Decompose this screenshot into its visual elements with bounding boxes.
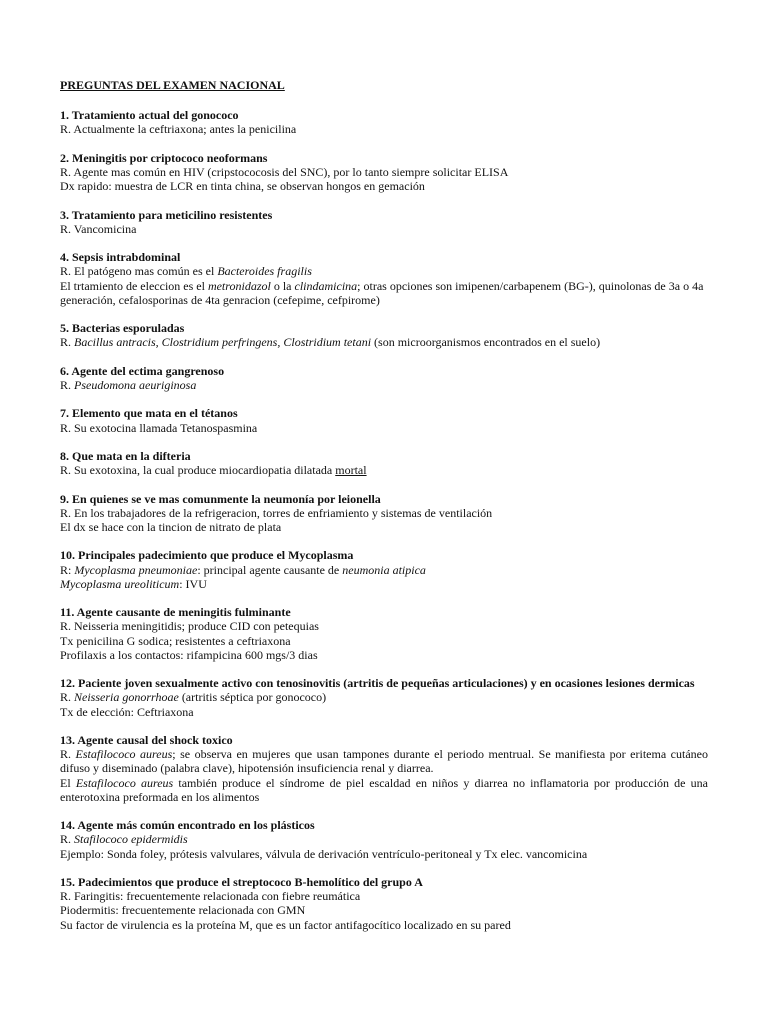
- italic-term: Neisseria gonorrhoae: [74, 690, 179, 705]
- answer-line: [60, 619, 708, 633]
- answer-line: [60, 421, 708, 435]
- italic-term: Estafilococo aureus: [75, 747, 173, 762]
- question-item: [60, 733, 708, 804]
- question-title: 3. Tratamiento para meticilino resistentes: [60, 207, 273, 222]
- answer-line: [60, 903, 708, 917]
- answer-text: R. Su exotoxina, la cual produce miocardiopatia dilatada: [60, 463, 336, 478]
- answer-text: R. El patógeno mas común es el: [60, 264, 218, 279]
- question-item: [60, 492, 708, 535]
- question-item: [60, 151, 708, 194]
- answer-line: [60, 690, 708, 704]
- question-title: 2. Meningitis por criptococo neoformans: [60, 150, 268, 165]
- question-title: 14. Agente más común encontrado en los plásticos: [60, 818, 315, 833]
- answer-text: R.: [60, 690, 75, 705]
- underlined-text: mortal: [335, 463, 367, 478]
- answer-line: [60, 648, 708, 662]
- answer-text: R. Faringitis: frecuentemente relacionada con fiebre reumática: [60, 889, 361, 904]
- answer-text: R. Actualmente la ceftriaxona; antes la penicilina: [60, 122, 297, 137]
- answer-text: Dx rapido: muestra de LCR en tinta china, se observan hongos en gemación: [60, 179, 425, 194]
- question-item: [60, 321, 708, 349]
- answer-text: El dx se hace con la tincion de nitrato de plata: [60, 519, 282, 534]
- question-title: 7. Elemento que mata en el tétanos: [60, 406, 238, 421]
- question-list: [60, 108, 708, 932]
- answer-text: también produce el síndrome de piel escaldad en niños y diarrea no inflamatoria por producción de una enterotoxina preformada en los alimentos: [60, 775, 708, 804]
- answer-text: R.: [60, 747, 76, 762]
- question-title: 12. Paciente joven sexualmente activo con tenosinovitis (artritis de pequeñas articulaciones) y en ocasiones lesiones dermicas: [60, 676, 695, 691]
- answer-text: Ejemplo: Sonda foley, prótesis valvulares, válvula de derivación ventrículo-peritoneal y Tx elec. vancomicina: [60, 846, 588, 861]
- answer-text: El: [60, 775, 76, 790]
- question-title: 5. Bacterias esporuladas: [60, 321, 185, 336]
- question-title: 8. Que mata en la difteria: [60, 448, 191, 463]
- question-title: 11. Agente causante de meningitis fulminante: [60, 605, 291, 620]
- question-item: [60, 818, 708, 861]
- question-title: 13. Agente causal del shock toxico: [60, 732, 233, 747]
- question-item: [60, 875, 708, 932]
- answer-text: R.: [60, 335, 75, 350]
- answer-text: El trtamiento de eleccion es el: [60, 278, 208, 293]
- answer-text: ; se observa en mujeres que usan tampones durante el periodo mentrual. Se manifiesta por eritema cutáneo difuso y diseminado (palabra clave), hipotensión insuficiencia renal y diarrea.: [60, 747, 708, 776]
- answer-line: [60, 335, 708, 349]
- answer-text: R. Vancomicina: [60, 221, 137, 236]
- italic-term: Stafilococo epidermidis: [74, 832, 188, 847]
- answer-text: R. En los trabajadores de la refrigeracion, torres de enfriamiento y sistemas de ventilación: [60, 505, 493, 520]
- question-title: 6. Agente del ectima gangrenoso: [60, 363, 225, 378]
- answer-text: o la: [270, 278, 295, 293]
- italic-term: metronidazol: [207, 278, 271, 293]
- question-item: [60, 108, 708, 136]
- answer-line: [60, 463, 708, 477]
- answer-line: [60, 179, 708, 193]
- answer-text: Tx de elección: Ceftriaxona: [60, 704, 194, 719]
- italic-term: neumonia atipica: [342, 562, 426, 577]
- answer-line: [60, 832, 708, 846]
- question-item: [60, 548, 708, 591]
- question-item: [60, 676, 708, 719]
- answer-line: [60, 506, 708, 520]
- question-item: [60, 250, 708, 307]
- answer-text: R. Su exotocina llamada Tetanospasmina: [60, 420, 258, 435]
- answer-line: [60, 563, 708, 577]
- italic-term: Estafilococo aureus: [75, 775, 174, 790]
- question-item: [60, 208, 708, 236]
- question-title: 15. Padecimientos que produce el streptococo B-hemolítico del grupo A: [60, 874, 423, 889]
- answer-line: [60, 889, 708, 903]
- italic-term: Mycoplasma pneumoniae: [74, 562, 198, 577]
- question-title: 1. Tratamiento actual del gonococo: [60, 108, 239, 123]
- answer-line: [60, 165, 708, 179]
- answer-text: R. Neisseria meningitidis; produce CID con petequias: [60, 619, 319, 634]
- italic-term: Bacillus antracis, Clostridium perfringens, Clostridium tetani: [74, 335, 372, 350]
- question-item: [60, 364, 708, 392]
- answer-line: [60, 747, 708, 775]
- answer-text: (artritis séptica por gonococo): [178, 690, 327, 705]
- answer-line: [60, 279, 708, 307]
- answer-text: ; otras opciones son imipenen/carbapenem (BG-), quinolonas de 3a o 4a generación, cefalosporinas de 4ta genracion (cefepime, cefpirome): [60, 278, 704, 307]
- answer-text: Profilaxis a los contactos: rifampicina 600 mgs/3 dias: [60, 647, 318, 662]
- answer-line: [60, 705, 708, 719]
- answer-text: Tx penicilina G sodica; resistentes a ceftriaxona: [60, 633, 291, 648]
- document-title: PREGUNTAS DEL EXAMEN NACIONAL: [60, 78, 285, 92]
- question-item: [60, 605, 708, 662]
- question-title: 9. En quienes se ve mas comunmente la neumonía por leionella: [60, 491, 381, 506]
- answer-text: (son microorganismos encontrados en el suelo): [371, 335, 601, 350]
- answer-line: [60, 577, 708, 591]
- answer-line: [60, 122, 708, 136]
- question-title: 10. Principales padecimiento que produce el Mycoplasma: [60, 548, 354, 563]
- italic-term: clindamicina: [294, 278, 358, 293]
- answer-line: [60, 634, 708, 648]
- document-page: [60, 78, 708, 946]
- answer-text: Piodermitis: frecuentemente relacionada con GMN: [60, 903, 306, 918]
- answer-line: [60, 847, 708, 861]
- question-item: [60, 449, 708, 477]
- answer-text: : IVU: [179, 576, 207, 591]
- answer-line: [60, 222, 708, 236]
- italic-term: Bacteroides fragilis: [217, 264, 312, 279]
- answer-text: R.: [60, 832, 75, 847]
- answer-text: Su factor de virulencia es la proteína M, que es un factor antifagocítico localizado en su pared: [60, 917, 511, 932]
- italic-term: Mycoplasma ureoliticum: [60, 576, 180, 591]
- answer-text: R. Agente mas común en HIV (cripstococosis del SNC), por lo tanto siempre solicitar ELISA: [60, 165, 509, 179]
- question-item: [60, 406, 708, 434]
- answer-text: : principal agente causante de: [197, 562, 343, 577]
- answer-text: R:: [60, 562, 75, 577]
- answer-line: [60, 264, 708, 278]
- answer-line: [60, 918, 708, 932]
- italic-term: Pseudomona aeuriginosa: [74, 377, 197, 392]
- question-title: 4. Sepsis intrabdominal: [60, 250, 181, 265]
- answer-line: [60, 520, 708, 534]
- answer-text: R.: [60, 377, 75, 392]
- answer-line: [60, 776, 708, 804]
- answer-line: [60, 378, 708, 392]
